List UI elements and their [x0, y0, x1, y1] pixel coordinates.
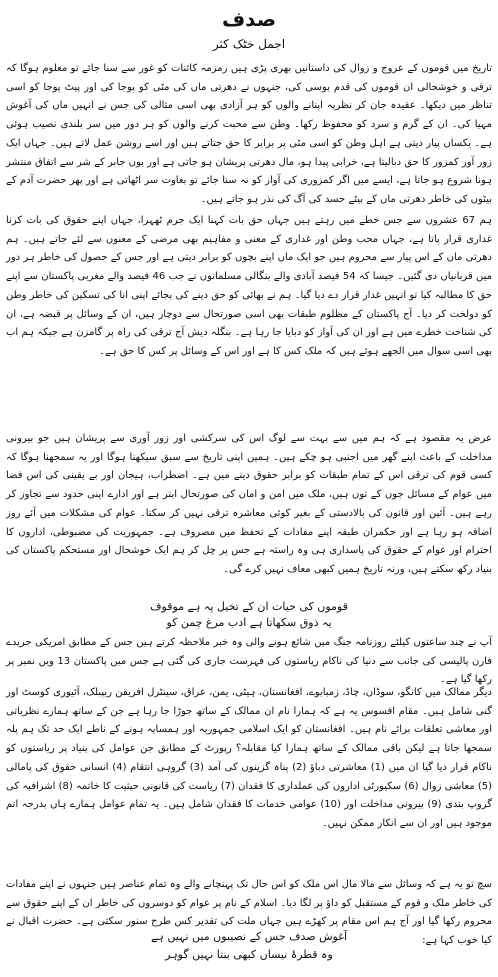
paragraph-3: عرض یہ مقصود ہے کہ ہم میں سے بہت سے لوگ اس کی سرکشی اور زور آوری سے پریشان ہیں جو بیرونی مداخلت کے باعث اپنے گھر میں اجنبی ہو چکے ہیں۔ ہمیں اپنی تاریخ سے سبق سیکھنا ہوگا اور یہ سمجھنا ہوگا کہ کسی قوم کی ترقی اس کے تمام طبقات کو برابر حقوق دینے میں ہے۔ اضطراب، ہیجان اور بے یقینی کی اس فضا میں عوام کے مسائل جوں کے توں ہیں، ملک میں امن و امان کی صورتحال ابتر ہے اور ادارے اپنی حدود سے تجاوز کر رہے ہیں۔ آئین اور قانون کی بالادستی کے بغیر کوئی معاشرہ ترقی نہیں کر سکتا۔ عوام کی مشکلات میں آئے روز اضافہ ہو رہا ہے اور حکمران طبقہ اپنے مفادات کے تحفظ میں مصروف ہے۔ جمہوریت کی مضبوطی، اداروں کا احترام اور عوام کے حقوق کی پاسداری ہی وہ راستہ ہے جس پر چل کر ہم ایک خوشحال اور مستحکم پاکستان کی بنیاد رکھ سکتے ہیں، ورنہ تاریخ ہمیں کبھی معاف نہیں کرے گی۔	[6, 433, 492, 575]
paragraph-1: تاریخ میں قوموں کے عروج و زوال کی داستانیں بھری پڑی ہیں زمزمہ کائنات کو غور سے سنا جائے تو معلوم ہوگا کہ ترقی و خوشحالی ان قوموں کی قدم بوسی کی، جنہوں نے دھرتی ماں کی مٹی کو پوجا کی اور پیٹ پوجا کو اسی تناظر میں دیکھا۔ عقیدہ جان کر نظریہ اپنانے والوں کو ہر آزادی بھی اسی مثالی کی جس نے انہیں ماں کی آغوش مہیا کی۔ ان کے گرم و سرد کو محفوظ رکھا۔ وطن سے محبت کرنے والوں کو ہر دور میں سر بلندی نصیب ہوئی ہے۔ یکساں پیار دیتی ہے اہل وطن کو اسی مٹی پر برابر کا حق جتاتے ہیں اور اسے روشن عمل لاتے ہیں۔ جہاں ایک زور آور کمزور کا حق دبالیتا ہے، خرابی پیدا ہو، مال دھرتی پریشان ہو جاتی ہے اور یوں جابر کے شر سے اتفاق منتشر ہونا شروع ہو جاتا ہے، ایسے میں اگر کمزوری کی آواز کو نہ سنا جائے تو بغاوت سر اٹھاتی ہے اور پھر حضرت آدم کے بیٹوں کی خاطر دھرتی ماں کے بیٹے حسد کی آگ کی نذر ہو جاتے ہیں۔	[6, 63, 492, 205]
verse-2-line-2: وہ قطرۂ نیساں کبھی بنتا نہیں گوہر	[165, 948, 333, 961]
article-title: صدف	[221, 7, 277, 31]
verse-2-line-1: آغوش صدف جس کے نصیبوں میں نہیں ہے	[150, 930, 348, 943]
verse-1-line-1: قوموں کی حیات ان کے تخیل پہ ہے موقوف	[150, 600, 348, 613]
paragraph-2: ہم 67 عشروں سے جس خطے میں رہتے ہیں جہاں حق بات کہنا ایک جرم ٹھہرا، جہاں اپنے حقوق کی بات کرنا غداری قرار پاتا ہے، جہاں محب وطن اور غداری کے معنی و مفاہیم بھی مرضی کے معنوں سے لئے جاتے ہیں۔ ہم دھرتی ماں کے اس پیار سے محروم ہیں جو ایک ماں اپنے بچوں کو برابر دیتی ہے اور جس کے حصول کی خاطر ہر دور میں قربانیاں دی گئیں۔ جیسا کہ 54 فیصد آبادی والے بنگالی مسلمانوں نے جب 46 فیصد والے مغربی پاکستان سے اپنے حق کا مطالبہ کیا تو انہیں غدار قرار دے دیا گیا۔ ہم نے بھائی کو حق دینے کی بجائے اپنی انا کی تسکین کی خاطر وطن کو دولخت کر دیا۔ آج پاکستان کے مظلوم طبقات بھی اسی صورتحال سے دوچار ہیں، ان کے وسائل پر قبضہ ہے، ان کی شناخت خطرے میں ہے اور ان کی آواز کو دبایا جا رہا ہے۔ بنگلہ دیش آج ترقی کی راہ پر گامزن ہے جبکہ ہم اب بھی اسی سوال میں الجھے ہوئے ہیں کہ ملک کس کا ہے اور اس کے وسائل پر کس کا حق ہے۔	[6, 215, 493, 357]
paragraph-6: سچ تو یہ ہے کہ وسائل سے مالا مال اس ملک کو اس حال تک پہنچانے والے وہ تمام عناصر ہیں جنہوں نے اپنے مفادات کی خاطر ملک و قوم کے مستقبل کو داؤ پر لگا دیا۔ اسلام کے نام پر عوام کو دوسروں کی خاطر ان کے اپنے حقوق سے محروم رکھا گیا اور آج ہم اس مقام پر کھڑے ہیں جہاں ملت کی تقدیر کس طرح سنور سکتی ہے۔ حضرت اقبال نے کیا خوب کہا ہے:	[6, 879, 492, 947]
verse-1-line-2: یہ ذوق سکھاتا ہے ادب مرغ چمن کو	[166, 616, 332, 629]
article-byline: اجمل خٹک کثر	[212, 37, 286, 51]
paragraph-5: دیگر ممالک میں کانگو، سوڈان، چاڈ، زمبابوے، افغانستان، ہیٹی، یمن، عراق، سینٹرل افریقن ریپبلک، آئیوری کوسٹ اور گنی شامل ہیں۔ مقام افسوس یہ ہے کہ ہمارا نام ان ممالک کے ساتھ جوڑا جا رہا ہے جن کے ساتھ ہمارے نظریاتی اور معاشی تعلقات برائے نام ہیں۔ افغانستان کو ایک اسلامی جمہوریہ اور ہمسایہ ہونے کے ناطے ایک حد تک ہم پلہ سمجھا جاتا ہے لیکن باقی ممالک کے ساتھ ہمارا کیا مقابلہ؟ رپورٹ کے مطابق جن عوامل کی بنیاد پر ریاستوں کو ناکام قرار دیا گیا ان میں (1) معاشرتی دباؤ (2) پناہ گزینوں کی آمد (3) گروہی انتقام (4) انسانی حقوق کی پامالی (5) معاشی زوال (6) سکیورٹی اداروں کی عملداری کا فقدان (7) ریاست کی قانونی حیثیت کا خاتمہ (8) اشرافیہ کی گروپ بندی (9) بیرونی مداخلت اور (10) عوامی خدمات کا فقدان شامل ہیں۔ یہ تمام عوامل ہمارے ہاں بدرجہ اتم موجود ہیں اور ان سے انکار ممکن نہیں۔	[6, 687, 493, 829]
paragraph-4: آپ نے چند ساعتوں کیلئے روزنامہ جنگ میں شائع ہونے والی وہ خبر ملاحظہ کرتے ہیں جس کے مطابق امریکی جریدے فارن پالیسی کی جانب سے دنیا کی ناکام ریاستوں کی فہرست جاری کی گئی ہے جس میں پاکستان 13 ویں نمبر پر رکھا گیا ہے۔	[6, 637, 492, 686]
